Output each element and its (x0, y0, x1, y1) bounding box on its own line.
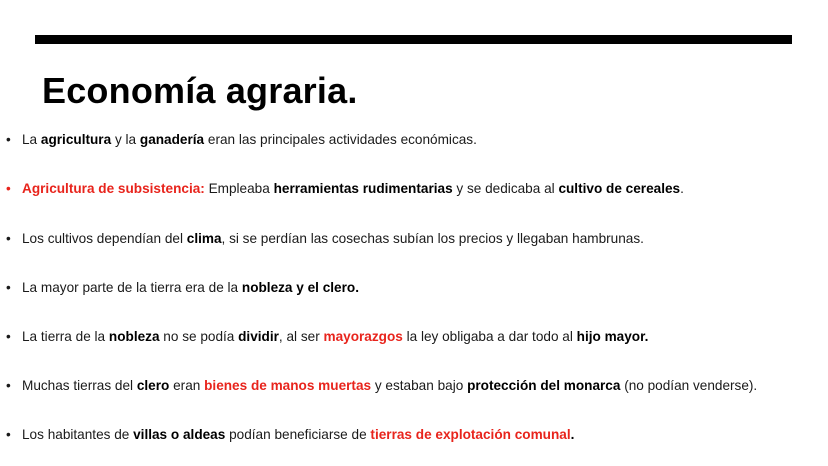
highlight-term: tierras de explotación comunal (370, 427, 571, 442)
bullet-text: no se podía (159, 329, 239, 344)
bold-term: dividir (238, 329, 279, 344)
top-divider-bar (35, 35, 792, 44)
bullet-item (6, 329, 824, 345)
bold-term: . (570, 427, 575, 442)
bullet-text: , al ser (278, 329, 324, 344)
bold-term: cultivo de cereales (558, 181, 681, 196)
bullet-text: y se dedicaba al (452, 181, 559, 196)
bullet-item (6, 181, 824, 197)
bullet-marker: • (6, 427, 11, 442)
bullet-text: Muchas tierras del (22, 378, 137, 393)
bullet-text: La tierra de la (22, 329, 109, 344)
bullet-text: . (680, 181, 684, 196)
bullet-text: podían beneficiarse de (225, 427, 371, 442)
bold-term: herramientas rudimentarias (273, 181, 453, 196)
highlight-term: mayorazgos (323, 329, 403, 344)
bullet-item (6, 378, 824, 394)
bullet-marker: • (6, 378, 11, 393)
bullet-text: eran (169, 378, 205, 393)
bullet-text: La (22, 132, 41, 147)
bullet-marker: • (6, 132, 11, 147)
bullet-text: y la (111, 132, 140, 147)
bold-term: protección del monarca (467, 378, 621, 393)
bullet-marker: • (6, 231, 11, 246)
bold-term: clima (186, 231, 222, 246)
bullet-item (6, 132, 824, 148)
bullet-text: Los cultivos dependían del (22, 231, 187, 246)
bullet-marker: • (6, 329, 11, 344)
bullet-text: , si se perdían las cosechas subían los precios y llegaban hambrunas. (221, 231, 644, 246)
bullet-item (6, 427, 824, 443)
bullet-text: y estaban bajo (371, 378, 468, 393)
bullet-text: (no podían venderse). (620, 378, 758, 393)
bullet-text: la ley obligaba a dar todo al (402, 329, 577, 344)
bullet-text: Los habitantes de (22, 427, 134, 442)
bullet-item (6, 231, 824, 247)
highlight-term: Agricultura de subsistencia: (22, 181, 205, 196)
bold-term: hijo mayor. (576, 329, 649, 344)
bold-term: nobleza (108, 329, 160, 344)
bullet-text: La mayor parte de la tierra era de la (22, 280, 242, 295)
bold-term: ganadería (139, 132, 205, 147)
bold-term: agricultura (40, 132, 112, 147)
bold-term: nobleza y el clero. (241, 280, 359, 295)
bullet-item (6, 280, 824, 296)
bullet-marker: • (6, 181, 11, 196)
highlight-term: bienes de manos muertas (204, 378, 372, 393)
bullet-text: eran las principales actividades económicas. (204, 132, 477, 147)
bullet-text: Empleaba (204, 181, 274, 196)
bold-term: villas o aldeas (133, 427, 226, 442)
bold-term: clero (136, 378, 170, 393)
slide-title: Economía agraria. (42, 70, 358, 111)
bullet-marker: • (6, 280, 11, 295)
